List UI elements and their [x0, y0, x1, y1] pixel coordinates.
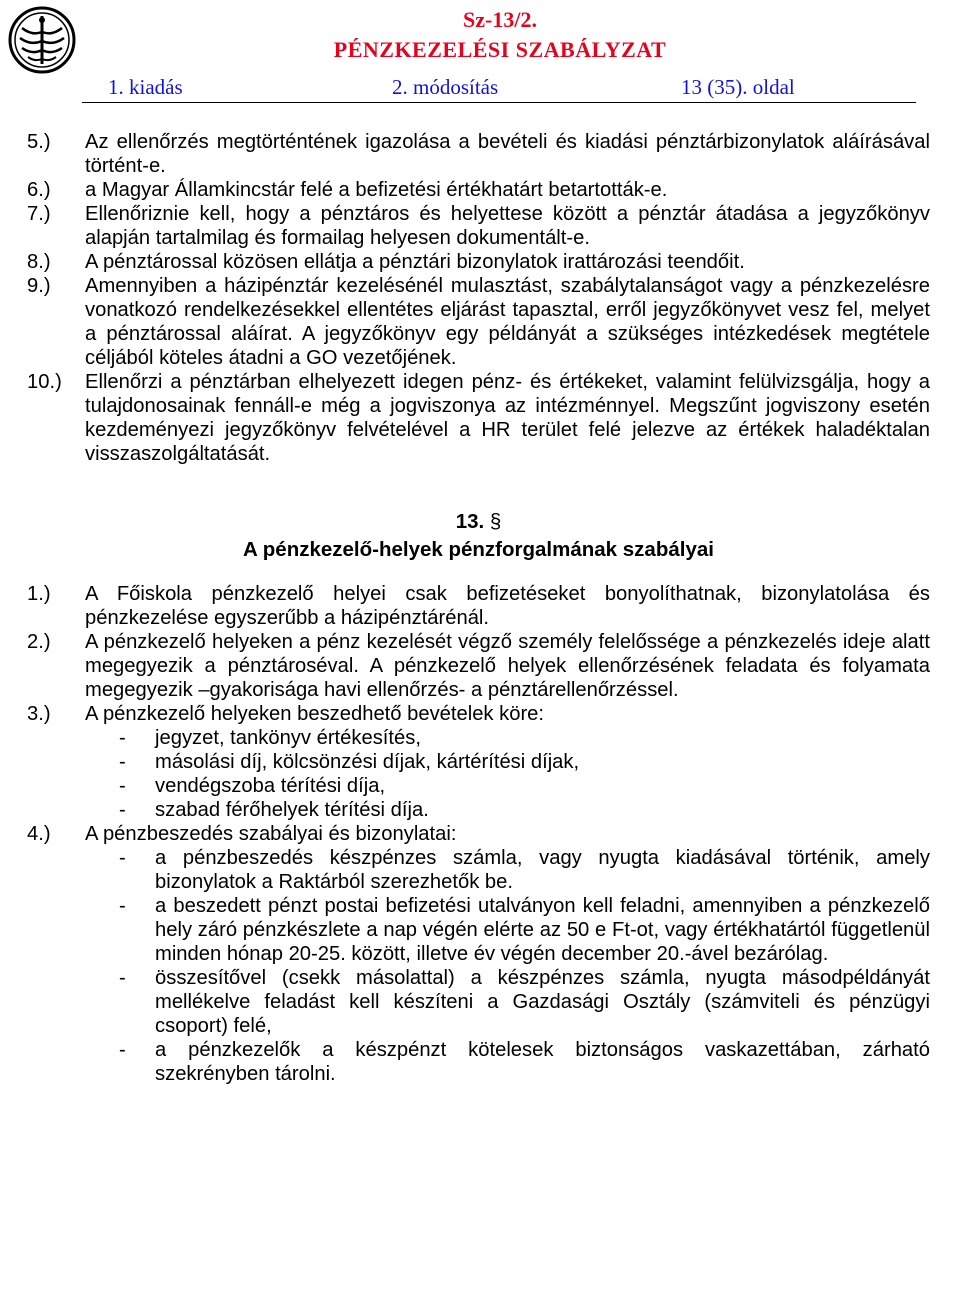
item-text: Amennyiben a házipénztár kezelésénél mulasztást, szabálytalanságot vagy a pénzkezelésre vonatkozó rendelkezésekkel ellentétes eljárást tapasztal, erről jegyzőkönyvet vesz fel, melyet a pénztárossal aláírat. A jegyzőkönyv egy példányát a szükséges intézkedések megtétele céljából köteles átadni a GO vezetőjének. — [85, 275, 930, 369]
dash-bullet: - — [119, 895, 126, 917]
item-number: 9.) — [27, 275, 51, 297]
section-number-text: 13. — [455, 510, 485, 533]
section-sign-icon: § — [489, 510, 502, 533]
institution-logo-icon — [8, 6, 76, 74]
sub-list-item — [27, 774, 930, 798]
edition-label: 1. kiadás — [108, 75, 183, 99]
item-text: A pénzkezelő helyeken a pénz kezelését végző személy felelőssége a pénzkezelés ideje alatt megegyezik a pénztároséval. A pénzkezelő helyek ellenőrzésének feladata és folyamata megegyezik –gyakorisága havi ellenőrzés- a pénztárellenőrzéssel. — [85, 631, 930, 701]
list-item — [27, 178, 930, 202]
item-number: 7.) — [27, 203, 51, 225]
page-number: 13 (35). oldal — [681, 75, 795, 99]
list-item — [27, 370, 930, 466]
item-number: 4.) — [27, 823, 51, 845]
list-item — [27, 202, 930, 250]
item-number: 10.) — [27, 371, 62, 393]
document-body — [27, 130, 930, 1086]
item-text: A pénztárossal közösen ellátja a pénztári bizonylatok irattározási teendőit. — [85, 251, 745, 273]
item-number: 5.) — [27, 131, 51, 153]
item-text: A Főiskola pénzkezelő helyei csak befizetéseket bonyolíthatnak, bizonylatolása és pénzkezelése egyszerűbb a házipénztárénál. — [85, 583, 930, 629]
list-item — [27, 274, 930, 370]
sub-list-item — [27, 1038, 930, 1086]
sub-item-text: a pénzkezelők a készpénzt kötelesek biztonságos vaskazettában, zárható szekrényben tárolni. — [155, 1039, 930, 1085]
header-divider — [82, 102, 916, 103]
item-number: 2.) — [27, 631, 51, 653]
list-item — [27, 250, 930, 274]
sub-item-text: szabad férőhelyek térítési díja. — [155, 799, 429, 821]
item-number: 6.) — [27, 179, 51, 201]
document-code: Sz-13/2. — [463, 7, 537, 32]
document-title: PÉNZKEZELÉSI SZABÁLYZAT — [333, 37, 667, 62]
item-text: a Magyar Államkincstár felé a befizetési értékhatárt betartották-e. — [85, 179, 668, 201]
list-item — [27, 130, 930, 178]
sub-list-item — [27, 726, 930, 750]
sub-list-item — [27, 798, 930, 822]
sub-item-text: jegyzet, tankönyv értékesítés, — [155, 727, 421, 749]
dash-bullet: - — [119, 775, 126, 797]
list-item — [27, 702, 930, 726]
dash-bullet: - — [119, 967, 126, 989]
dash-bullet: - — [119, 1039, 126, 1061]
item-number: 1.) — [27, 583, 51, 605]
sub-list-item — [27, 894, 930, 966]
section-number — [27, 508, 930, 536]
item-text: Ellenőriznie kell, hogy a pénztáros és helyettese között a pénztár átadása a jegyzőkönyv alapján tartalmilag és formailag helyesen dokumentált-e. — [85, 203, 930, 249]
list-item — [27, 822, 930, 846]
page-header — [0, 0, 960, 106]
sub-item-text: a beszedett pénzt postai befizetési utalványon kell feladni, amennyiben a pénzkezelő hely záró pénzkészlete a nap végén elérte az 50 e Ft-ot, vagy értékhatártól függetlenül minden hónap 20-25. között, illetve év végén december 20.-ável bezárólag. — [155, 895, 930, 965]
item-text: Az ellenőrzés megtörténtének igazolása a bevételi és kiadási pénztárbizonylatok aláírásával történt-e. — [85, 131, 930, 177]
sub-item-text: vendégszoba térítési díja, — [155, 775, 386, 797]
sub-list-item — [27, 966, 930, 1038]
sub-item-text: a pénzbeszedés készpénzes számla, vagy nyugta kiadásával történik, amely bizonylatok a Raktárból szerezhetők be. — [155, 847, 930, 893]
sub-list-item — [27, 846, 930, 894]
item-number: 8.) — [27, 251, 51, 273]
item-number: 3.) — [27, 703, 51, 725]
section-title: A pénzkezelő-helyek pénzforgalmának szabályai — [243, 538, 714, 561]
list-item — [27, 582, 930, 630]
modification-label: 2. módosítás — [392, 75, 499, 99]
dash-bullet: - — [119, 847, 126, 869]
sub-item-text: összesítővel (csekk másolattal) a készpénzes számla, nyugta másodpéldányát mellékelve feladást kell készíteni a Gazdasági Osztály (számviteli és pénzügyi csoport) felé, — [155, 967, 930, 1037]
item-text: Ellenőrzi a pénztárban elhelyezett idegen pénz- és értékeket, valamint felülvizsgálja, hogy a tulajdonosainak fennáll-e még a jogviszonya az intézménnyel. Megszűnt jogviszony esetén kezdeményezi jegyzőkönyv felvételével a HR terület felé jelezve az értékek haladéktalan visszaszolgáltatását. — [85, 371, 930, 465]
dash-bullet: - — [119, 751, 126, 773]
item-text: A pénzbeszedés szabályai és bizonylatai: — [85, 823, 457, 845]
dash-bullet: - — [119, 799, 126, 821]
sub-list-item — [27, 750, 930, 774]
dash-bullet: - — [119, 727, 126, 749]
sub-item-text: másolási díj, kölcsönzési díjak, kártérítési díjak, — [155, 751, 580, 773]
item-text: A pénzkezelő helyeken beszedhető bevételek köre: — [85, 703, 545, 725]
list-item — [27, 630, 930, 702]
